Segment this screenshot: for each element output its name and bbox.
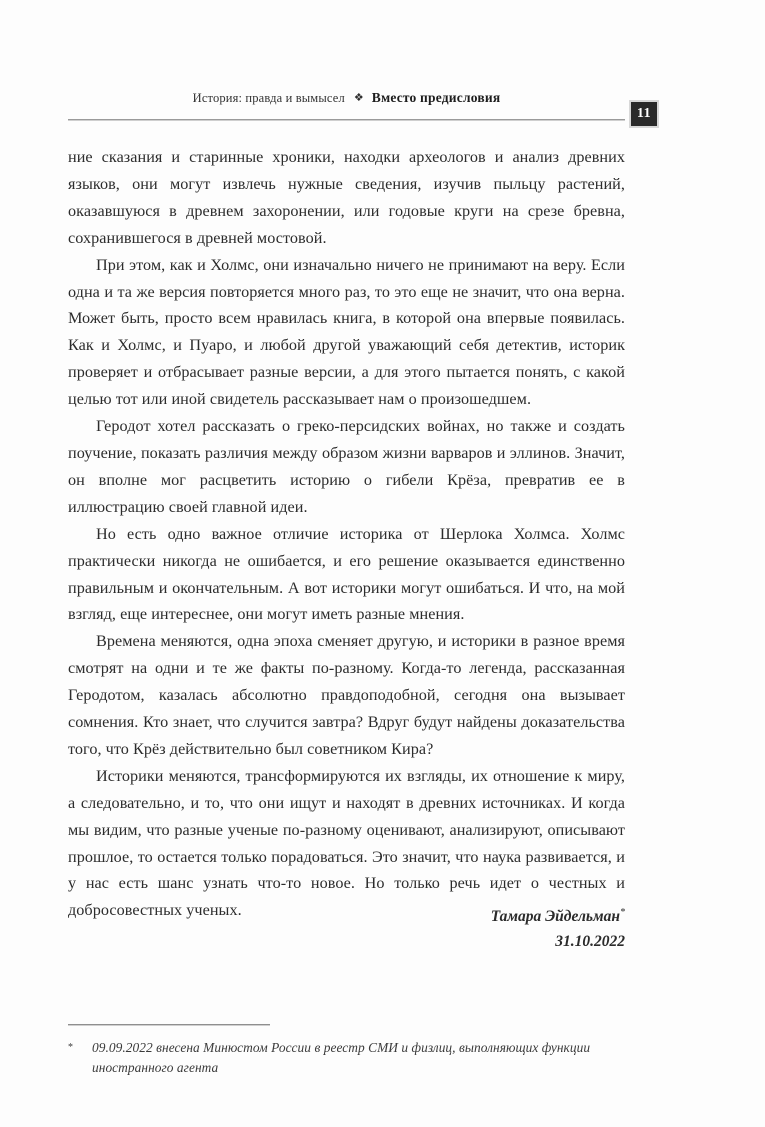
running-head-chapter-title: Вместо предисловия: [371, 90, 501, 105]
author-name-text: Тамара Эйдельман: [490, 908, 620, 926]
paragraph: Историки меняются, трансформируются их взгляды, их отношение к миру, а следовательно, и то, что они ищут и находят в древних источниках. И когда мы видим, что разные ученые по-разному оценивают, анализируют, описывают прошлое, то остается только порадоваться. Это значит, что наука развивается, и у нас есть шанс узнать что-то новое. Но только речь идет о честных и добросовестных ученых.: [68, 766, 625, 920]
paragraph: Но есть одно важное отличие историка от Шерлока Холмса. Холмс практически никогда не ошибается, и его решение оказывается единственно правильным и окончательным. А вот историки могут ошибаться. И что, на мой взгляд, еще интереснее, они могут иметь разные мнения.: [68, 524, 625, 624]
body-text: [68, 144, 625, 924]
running-head: [68, 90, 697, 120]
signature-date: 31.10.2022: [555, 933, 625, 951]
footnote-marker: *: [68, 1042, 73, 1053]
page-number-box: [629, 100, 659, 128]
footnote-reference-marker: *: [620, 907, 625, 918]
page-number: 11: [636, 106, 652, 121]
running-head-book-title: История: правда и вымысел: [192, 91, 345, 105]
paragraph: Геродот хотел рассказать о греко-персидских войнах, но также и создать поучение, показать различия между образом жизни варваров и эллинов. Значит, он вполне мог расцветить историю о гибели Крёза, превратив ее в иллюстрацию своей главной идеи.: [68, 417, 625, 516]
paragraph: ние сказания и старинные хроники, находки археологов и анализ древних языков, они могут извлечь нужные сведения, изучив пыльцу растений, оказавшуюся в древнем захоронении, или годовые круги на срезе бревна, сохранившегося в древней мостовой.: [68, 148, 625, 247]
paragraph: При этом, как и Холмс, они изначально ничего не принимают на веру. Если одна и та же версия повторяется много раз, то это еще не значит, что она верна. Может быть, просто всем нравилась книга, в которой она впервые появилась. Как и Холмс, и Пуаро, и любой другой уважающий себя детектив, историк проверяет и отбрасывает разные версии, а для этого пытается понять, с какой целью тот или иной свидетель рассказывает нам о произошедшем.: [68, 255, 625, 409]
ornament-icon: ❖: [353, 92, 363, 104]
author-name: [491, 908, 625, 925]
header-divider: [68, 119, 625, 121]
footnote-divider: [68, 1024, 270, 1026]
footnote-text: 09.09.2022 внесена Минюстом России в реестр СМИ и физлиц, выполняющих функции иностранного агента: [92, 1040, 591, 1075]
signature-block: [68, 900, 625, 954]
footnote: [68, 1038, 625, 1078]
paragraph: Времена меняются, одна эпоха сменяет другую, и историки в разное время смотрят на одни и те же факты по-разному. Когда-то легенда, рассказанная Геродотом, казалась абсолютно правдоподобной, сегодня она вызывает сомнения. Кто знает, что случится завтра? Вдруг будут найдены доказательства того, что Крёз действительно был советником Кира?: [68, 632, 625, 758]
running-head-inner: [68, 90, 625, 110]
